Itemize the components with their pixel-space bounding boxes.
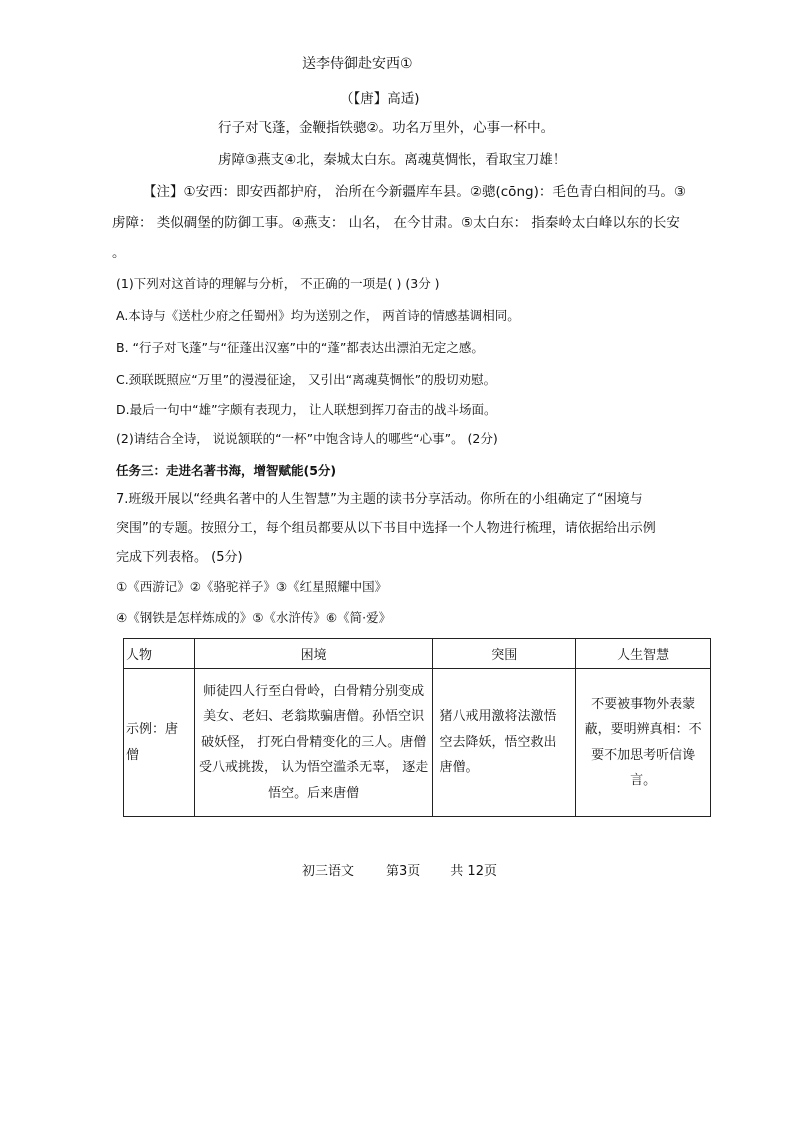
header-person: 人物 [124, 639, 195, 669]
poem-verse-1: 行子对飞蓬，金鞭指铁骢②。功名万里外，心事一杯中。 [218, 120, 555, 136]
book-list-line-2: ④《钢铁是怎样炼成的》⑤《水浒传》⑥《简·爱》 [116, 610, 392, 625]
task3-heading: 任务三：走进名著书海，增智赋能(5分) [116, 463, 337, 478]
notes-line-2: 虏障： 类似碉堡的防御工事。④燕支： 山名， 在今甘肃。⑤太白东： 指秦岭太白峰以东的长安 [112, 215, 680, 231]
question-2: (2)请结合全诗， 说说颔联的“一杯”中饱含诗人的哪些“心事”。 (2分) [116, 431, 498, 446]
notes-line-1: 【注】①安西：即安西都护府， 治所在今新疆库车县。②骢(cōng)：毛色青白相间的马。③ [143, 184, 686, 200]
example-dilemma: 师徒四人行至白骨岭，白骨精分别变成美女、老妇、老翁欺骗唐僧。孙悟空识破妖怪， 打死白骨精变化的三人。唐僧受八戒挑拨， 认为悟空滥杀无辜， 逐走悟空。后来唐僧 [194, 669, 433, 817]
notes-line-3: 。 [112, 245, 126, 261]
header-dilemma: 困境 [194, 639, 433, 669]
poem-author: （【唐】高适) [340, 91, 420, 107]
footer-subject: 初三语文 [302, 864, 355, 879]
task3-prompt-line-1: 7.班级开展以“经典名著中的人生智慧”为主题的读书分享活动。你所在的小组确定了“困境与 [116, 492, 643, 507]
book-list-line-1: ①《西游记》②《骆驼祥子》③《红星照耀中国》 [116, 579, 388, 594]
page-footer [302, 862, 497, 882]
example-person: 示例：唐僧 [124, 669, 195, 817]
poem-verse-2: 虏障③燕支④北，秦城太白东。离魂莫惆怅，看取宝刀雄！ [218, 152, 567, 168]
header-breakout: 突围 [433, 639, 576, 669]
option-d: D.最后一句中“雄”字颇有表现力， 让人联想到挥刀奋击的战斗场面。 [116, 402, 497, 417]
header-wisdom: 人生智慧 [576, 639, 711, 669]
option-b: B. “行子对飞蓬”与“征蓬出汉塞”中的“蓬”都表达出漂泊无定之感。 [116, 340, 484, 355]
task3-prompt-line-3: 完成下列表格。 (5分) [116, 550, 243, 565]
footer-page-total: 共 12页 [450, 864, 497, 879]
poem-title: 送李侍御赴安西① [302, 56, 413, 72]
table-header-row [124, 639, 711, 669]
option-c: C.颈联既照应“万里”的漫漫征途， 又引出“离魂莫惆怅”的殷切劝慰。 [116, 372, 497, 387]
footer-page-number: 第3页 [386, 864, 421, 879]
dilemma-table [123, 638, 711, 817]
example-wisdom: 不要被事物外表蒙蔽，要明辨真相：不要不加思考听信谗言。 [576, 669, 711, 817]
task3-prompt-line-2: 突围”的专题。按照分工，每个组员都要从以下书目中选择一个人物进行梳理，请依据给出示例 [116, 521, 656, 536]
question-1: (1)下列对这首诗的理解与分析， 不正确的一项是( ) (3分 ) [116, 276, 440, 291]
example-breakout: 猪八戒用激将法激悟空去降妖，悟空救出唐僧。 [433, 669, 576, 817]
table-row [124, 669, 711, 817]
option-a: A.本诗与《送杜少府之任蜀州》均为送别之作， 两首诗的情感基调相同。 [116, 308, 520, 323]
